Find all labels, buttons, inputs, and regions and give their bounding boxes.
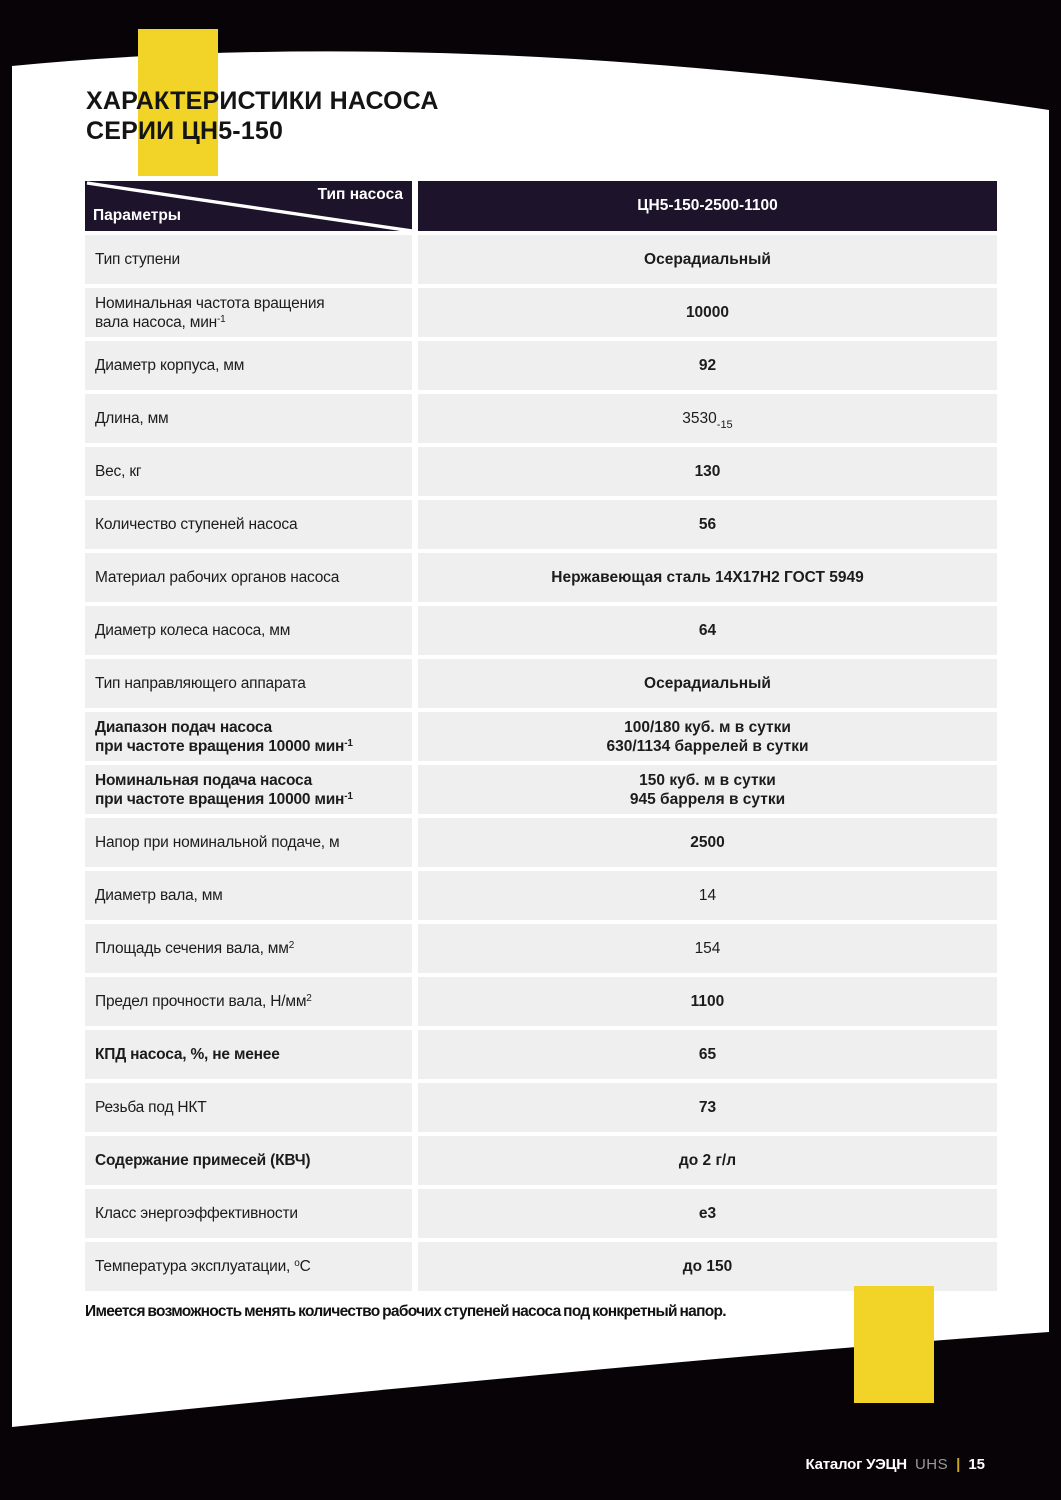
param-value-cell: 154 <box>418 924 997 973</box>
param-label-cell: Температура эксплуатации, $^о$С <box>85 1242 412 1291</box>
param-label-cell: Номинальная подача насоса при частоте вращения 10000 мин$^{-1}$ <box>85 765 412 814</box>
param-value-cell: 56 <box>418 500 997 549</box>
param-label-cell: Длина, мм <box>85 394 412 443</box>
page-title-line-2: СЕРИИ ЦН5-150 <box>86 117 284 145</box>
table-row <box>85 871 997 920</box>
param-value-cell: Нержавеющая сталь 14Х17Н2 ГОСТ 5949 <box>418 553 997 602</box>
footer-catalog-label: Каталог УЭЦН <box>805 1456 907 1473</box>
param-value-cell: Осерадиальный <box>418 659 997 708</box>
table-row <box>85 1242 997 1291</box>
param-label-cell: Напор при номинальной подаче, м <box>85 818 412 867</box>
page-title <box>86 86 439 146</box>
param-label-cell: Предел прочности вала, $Н/мм^2$ <box>85 977 412 1026</box>
param-label-cell: Вес, кг <box>85 447 412 496</box>
param-value-cell: $3530_{-15}$ <box>418 394 997 443</box>
param-value-cell: 73 <box>418 1083 997 1132</box>
param-value-cell: до 150 <box>418 1242 997 1291</box>
param-value-cell: 10000 <box>418 288 997 337</box>
param-label-cell: Диаметр колеса насоса, мм <box>85 606 412 655</box>
model-header-cell <box>418 181 997 231</box>
corner-param-label: Параметры <box>93 207 182 224</box>
param-label-cell: Тип ступени <box>85 235 412 284</box>
yellow-accent-bottom <box>854 1286 934 1403</box>
param-value-cell: 130 <box>418 447 997 496</box>
table-row <box>85 1083 997 1132</box>
param-value-cell: 150 куб. м в сутки 945 барреля в сутки <box>418 765 997 814</box>
param-value-cell: 2500 <box>418 818 997 867</box>
footer-page-number: 15 <box>968 1456 985 1473</box>
table-row <box>85 235 997 284</box>
pump-model-label: ЦН5-150-2500-1100 <box>637 197 778 214</box>
param-label-cell: Содержание примесей (КВЧ) <box>85 1136 412 1185</box>
footer-divider: | <box>956 1456 961 1473</box>
param-value-cell: Осерадиальный <box>418 235 997 284</box>
page-title-line-1: ХАРАКТЕРИСТИКИ НАСОСА <box>86 87 439 115</box>
table-row <box>85 1136 997 1185</box>
table-row <box>85 606 997 655</box>
page-footer <box>805 1456 985 1473</box>
table-row <box>85 341 997 390</box>
param-value-cell: 64 <box>418 606 997 655</box>
param-label-cell: Материал рабочих органов насоса <box>85 553 412 602</box>
param-value-cell: 100/180 куб. м в сутки 630/1134 баррелей в сутки <box>418 712 997 761</box>
param-label-cell: КПД насоса, %, не менее <box>85 1030 412 1079</box>
param-label-cell: Количество ступеней насоса <box>85 500 412 549</box>
param-label-cell: Диаметр вала, мм <box>85 871 412 920</box>
param-label-cell: Диапазон подач насоса при частоте вращения 10000 мин$^{-1}$ <box>85 712 412 761</box>
param-label-cell: Площадь сечения вала, $мм^2$ <box>85 924 412 973</box>
footnote: Имеется возможность менять количество рабочих ступеней насоса под конкретный напор. <box>85 1303 726 1320</box>
table-row <box>85 818 997 867</box>
footer-brand: UHS <box>914 1456 949 1473</box>
table-row <box>85 553 997 602</box>
param-value-cell: 92 <box>418 341 997 390</box>
table-row <box>85 1189 997 1238</box>
table-row <box>85 394 997 443</box>
table-header-row <box>85 181 997 231</box>
table-row <box>85 712 997 761</box>
param-value-cell: е3 <box>418 1189 997 1238</box>
table-row <box>85 288 997 337</box>
param-label-cell: Резьба под НКТ <box>85 1083 412 1132</box>
param-label-cell: Номинальная частота вращения вала насоса, мин$^{-1}$ <box>85 288 412 337</box>
pump-specs-table <box>85 181 997 1291</box>
table-row <box>85 659 997 708</box>
table-row <box>85 1030 997 1079</box>
table-row <box>85 977 997 1026</box>
table-row <box>85 924 997 973</box>
table-rows-container <box>85 235 997 1291</box>
table-row <box>85 500 997 549</box>
param-label-cell: Диаметр корпуса, мм <box>85 341 412 390</box>
param-value-cell: до 2 г/л <box>418 1136 997 1185</box>
table-row <box>85 765 997 814</box>
param-label-cell: Тип направляющего аппарата <box>85 659 412 708</box>
param-value-cell: 65 <box>418 1030 997 1079</box>
param-label-cell: Класс энергоэффективности <box>85 1189 412 1238</box>
corner-type-label: Тип насоса <box>317 186 403 203</box>
corner-header-cell <box>85 181 412 231</box>
param-value-cell: 1100 <box>418 977 997 1026</box>
table-row <box>85 447 997 496</box>
param-value-cell: 14 <box>418 871 997 920</box>
